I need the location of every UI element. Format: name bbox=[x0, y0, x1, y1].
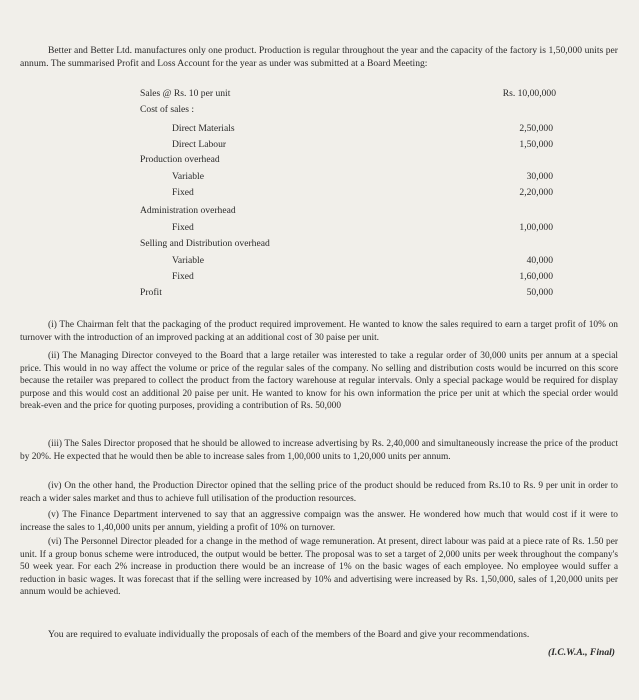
pl-row-direct-materials bbox=[0, 121, 639, 137]
pl-row-admin-fixed bbox=[0, 220, 639, 236]
sd-variable-amount: 40,000 bbox=[526, 255, 553, 266]
admin-fixed-amount: 1,00,000 bbox=[519, 222, 553, 233]
pl-row-sd-fixed bbox=[0, 269, 639, 285]
profit-amount: 50,000 bbox=[526, 287, 553, 298]
closing-instruction: You are required to evaluate individually the proposals of each of the members of the Board and give your recommendations. bbox=[48, 629, 530, 640]
proposal-production-director: (iv) On the other hand, the Production Director opined that the selling price of the product should be reduced from Rs.10 to Rs. 9 per unit in order to reach a wider sales market and thus to achieve full utilisation of the production resources. bbox=[20, 481, 618, 504]
admin-overhead-label: Administration overhead bbox=[140, 205, 236, 216]
po-fixed-label: Fixed bbox=[172, 187, 194, 198]
pl-row-selling-overhead bbox=[0, 236, 639, 252]
po-variable-label: Variable bbox=[172, 171, 204, 182]
sd-fixed-amount: 1,60,000 bbox=[519, 271, 553, 282]
sales-amount: Rs. 10,00,000 bbox=[502, 88, 556, 99]
pl-row-production-overhead bbox=[0, 152, 639, 168]
po-fixed-amount: 2,20,000 bbox=[519, 187, 553, 198]
profit-label: Profit bbox=[140, 287, 162, 298]
po-variable-amount: 30,000 bbox=[526, 171, 553, 182]
pl-row-profit bbox=[0, 285, 639, 301]
direct-materials-label: Direct Materials bbox=[172, 123, 235, 134]
production-overhead-label: Production overhead bbox=[140, 154, 220, 165]
pl-row-po-variable bbox=[0, 169, 639, 185]
source-citation: (I.C.W.A., Final) bbox=[548, 647, 615, 658]
pl-row-direct-labour bbox=[0, 137, 639, 153]
cost-of-sales-label: Cost of sales : bbox=[140, 104, 195, 115]
sd-fixed-label: Fixed bbox=[172, 271, 194, 282]
direct-labour-label: Direct Labour bbox=[172, 139, 227, 150]
sales-label: Sales @ Rs. 10 per unit bbox=[140, 88, 231, 99]
direct-labour-amount: 1,50,000 bbox=[519, 139, 553, 150]
pl-row-sd-variable bbox=[0, 253, 639, 269]
proposal-chairman: (i) The Chairman felt that the packaging of the product required improvement. He wanted to know the sales required to earn a target profit of 10% on turnover with the introduction of an improved packing at an additional cost of 30 paise per unit. bbox=[20, 320, 618, 343]
pl-row-cost-of-sales bbox=[0, 102, 639, 118]
sd-variable-label: Variable bbox=[172, 255, 204, 266]
proposal-personnel-director: (vi) The Personnel Director pleaded for a change in the method of wage remuneration. At present, direct labour was paid at a piece rate of Rs. 1.50 per unit. If a group bonus scheme were introduced, the output would be better. The proposal was to set a target of 2,000 units per week throughout the company's 50 week year. For each 2% increase in production there would be an increase of 1% on the basic wages of each employee. No employee would suffer a reduction in basic wages. It was forecast that if the selling were increased by 10% and advertising were increased by Rs. 1,50,000, sales of 1,20,000 units per annum would be achieved. bbox=[20, 537, 618, 598]
proposal-sales-director: (iii) The Sales Director proposed that he should be allowed to increase advertising by Rs. 2,40,000 and simultaneously increase the price of the product by 20%. He expected that he would then be able to increase sales from 1,00,000 units to 1,20,000 units per annum. bbox=[20, 439, 618, 462]
direct-materials-amount: 2,50,000 bbox=[519, 123, 553, 134]
intro-paragraph: Better and Better Ltd. manufactures only one product. Production is regular throughout the year and the capacity of the factory is 1,50,000 units per annum. The summarised Profit and Loss Account for the year as under was submitted at a Board Meeting: bbox=[20, 45, 618, 69]
pl-row-po-fixed bbox=[0, 185, 639, 201]
proposal-finance-department: (v) The Finance Department intervened to say that an aggressive compaign was the answer. He wondered how much that would cost if it were to increase the sales to 1,40,000 units per annum, yielding a profit of 10% on turnover. bbox=[20, 510, 618, 533]
pl-row-sales bbox=[0, 86, 639, 102]
admin-fixed-label: Fixed bbox=[172, 222, 194, 233]
proposal-managing-director: (ii) The Managing Director conveyed to the Board that a large retailer was interested to take a regular order of 30,000 units per annum at a special price. This would in no way affect the volume or price of the regular sales of the company. No selling and distribution costs would be incurred on this score because the retailer was prepared to collect the product from the factory warehouse at regular intervals. Only a special package would be required for display purpose and this would cost an additional 20 paise per unit. He wanted to know for his own information the price per unit at which the special order would break-even and the price for quoting purposes, providing a contribution of Rs. 50,000 bbox=[20, 351, 618, 412]
pl-row-admin-overhead bbox=[0, 203, 639, 219]
selling-overhead-label: Selling and Distribution overhead bbox=[140, 238, 270, 249]
